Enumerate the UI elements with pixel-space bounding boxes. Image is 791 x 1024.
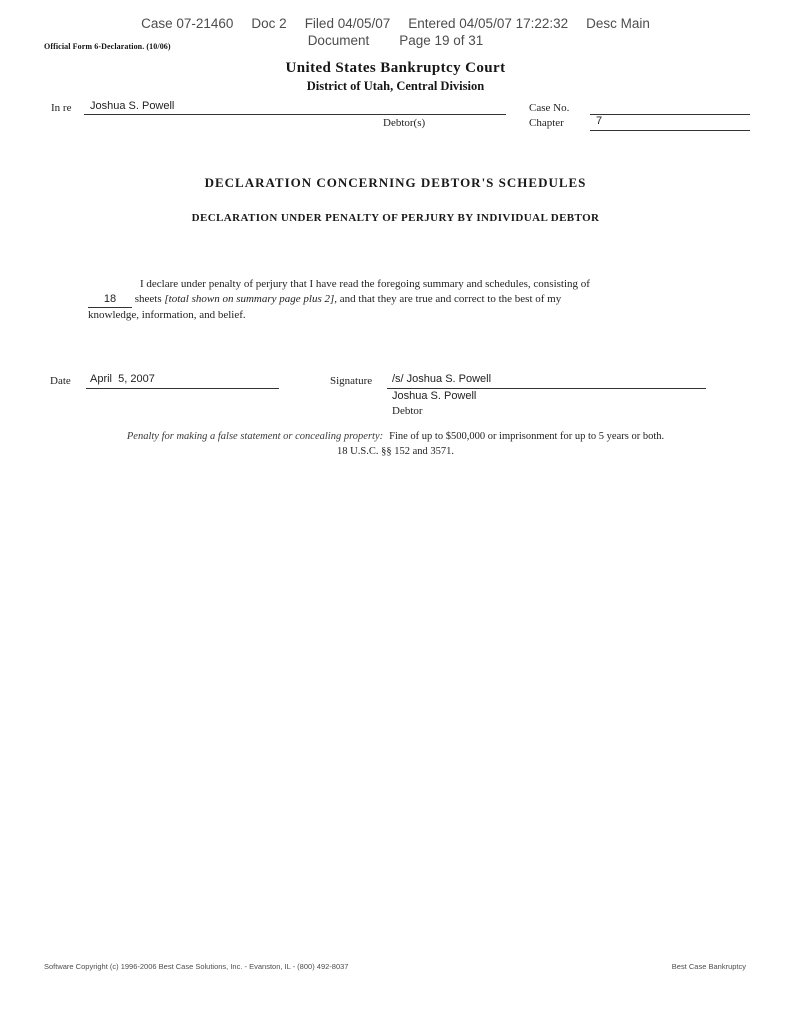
- signature-value: /s/ Joshua S. Powell: [392, 373, 492, 385]
- sheet-count-value: 18: [103, 293, 117, 305]
- signature-underline: [387, 388, 706, 389]
- stamp-doc-number: Doc 2: [251, 16, 287, 31]
- in-re-label: In re: [51, 102, 72, 114]
- stamp-case-number: Case 07-21460: [141, 16, 234, 31]
- declaration-italic-note: [total shown on summary page plus 2],: [164, 293, 338, 305]
- stamp-desc: Desc Main: [586, 16, 650, 31]
- date-value: April 5, 2007: [90, 373, 155, 385]
- declaration-paragraph: [88, 277, 692, 323]
- signer-name: Joshua S. Powell: [392, 390, 477, 402]
- declaration-line1: I declare under penalty of perjury that I have read the foregoing summary and schedules, consisting of: [140, 278, 590, 290]
- declaration-line2-rest: and that they are true and correct to the best of my: [339, 293, 562, 305]
- signature-label: Signature: [330, 375, 373, 387]
- footer-brand: Best Case Bankruptcy: [671, 962, 746, 971]
- chapter-value: 7: [596, 115, 603, 127]
- debtors-label: Debtor(s): [383, 117, 426, 129]
- penalty-note-line2: 18 U.S.C. §§ 152 and 3571.: [337, 446, 454, 457]
- stamp-desc-document: Document: [307, 33, 370, 48]
- debtor-name-underline: [84, 114, 506, 115]
- court-division: District of Utah, Central Division: [306, 79, 485, 93]
- official-form-label: Official Form 6-Declaration. (10/06): [44, 42, 171, 51]
- stamp-filed-date: Filed 04/05/07: [304, 16, 391, 31]
- date-underline: [86, 388, 279, 389]
- stamp-entered-date: Entered 04/05/07 17:22:32: [408, 16, 569, 31]
- filing-stamp-line1: [0, 16, 791, 31]
- court-name: United States Bankruptcy Court: [285, 60, 506, 76]
- signer-role: Debtor: [392, 405, 423, 417]
- penalty-note-line1: [0, 431, 791, 442]
- date-label: Date: [50, 375, 71, 387]
- stamp-page-number: Page 19 of 31: [399, 33, 484, 48]
- declaration-title: DECLARATION CONCERNING DEBTOR'S SCHEDULES: [204, 175, 587, 190]
- sheet-count-blank: [88, 292, 132, 308]
- case-no-label: Case No.: [529, 102, 570, 114]
- declaration-line3: knowledge, information, and belief.: [88, 309, 246, 321]
- case-no-underline: [590, 114, 750, 115]
- declaration-subtitle: DECLARATION UNDER PENALTY OF PERJURY BY INDIVIDUAL DEBTOR: [191, 212, 600, 224]
- declaration-after-count: sheets: [134, 293, 162, 305]
- debtor-name-value: Joshua S. Powell: [90, 100, 175, 112]
- chapter-underline: [590, 130, 750, 131]
- chapter-label: Chapter: [529, 117, 564, 129]
- penalty-roman-part: Fine of up to $500,000 or imprisonment for up to 5 years or both.: [389, 431, 665, 442]
- footer-copyright: Software Copyright (c) 1996-2006 Best Case Solutions, Inc. - Evanston, IL - (800) 492-8037: [44, 962, 349, 971]
- penalty-italic-part: Penalty for making a false statement or concealing property:: [126, 431, 384, 442]
